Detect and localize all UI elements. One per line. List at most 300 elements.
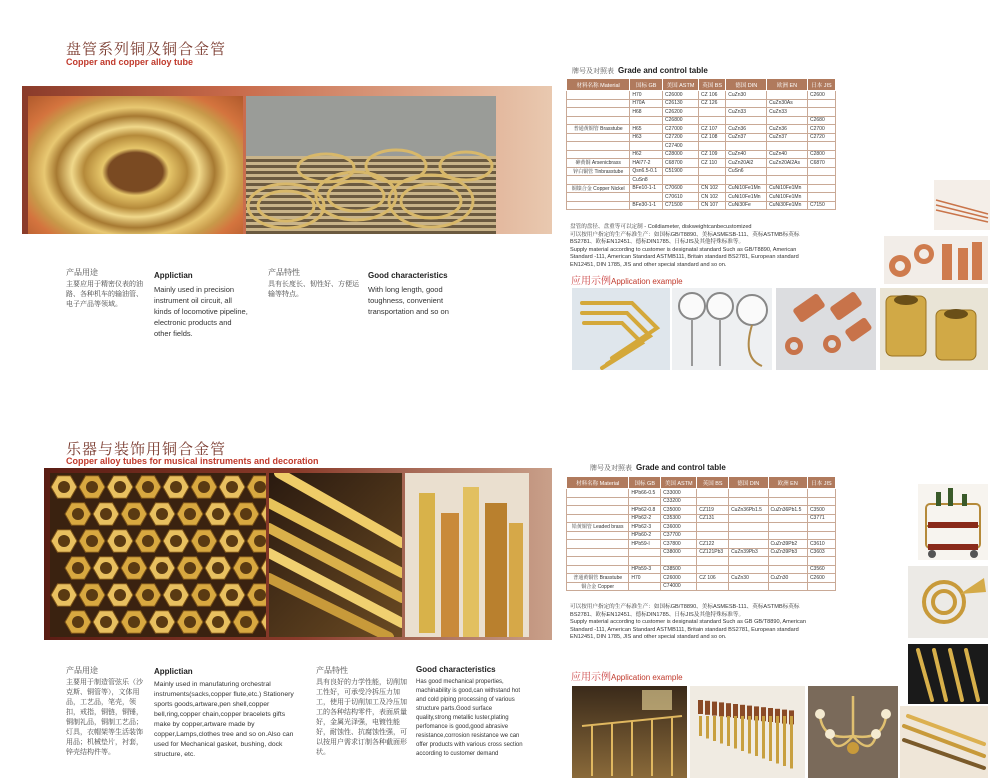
hex-tube <box>191 584 217 607</box>
french-horn-photo <box>908 566 988 638</box>
resonator-tube <box>699 716 702 736</box>
top-table-cell: H68 <box>630 108 663 117</box>
top-note-line: EN12451, DIN 1785, JIS and other special standard and so on. <box>570 261 727 268</box>
top-table-cell: CuNi10Fe1Mn <box>726 193 767 202</box>
bottom-table-row <box>567 523 836 532</box>
bottom-use-cn-label: 产品用途 <box>66 666 98 675</box>
bottom-table-cell <box>567 557 629 566</box>
top-table-header: 欧洲 EN <box>767 79 808 91</box>
top-table-cell: CZ 109 <box>699 150 726 159</box>
hex-tube <box>135 584 161 607</box>
bottom-table-cell <box>697 582 729 591</box>
top-feat-cn-label: 产品特性 <box>268 268 300 277</box>
resonator-tube <box>762 716 765 759</box>
resonator-tube <box>776 716 779 764</box>
top-table-row <box>567 91 836 100</box>
hex-tube <box>65 557 91 580</box>
hex-tube <box>191 476 217 499</box>
hex-tube <box>261 611 266 634</box>
bottom-table-row <box>567 506 836 515</box>
top-table-cell: C26200 <box>663 108 699 117</box>
top-table-cell: CuZn36 <box>767 125 808 134</box>
top-feat-cn-text: 具有长度长、韧性好、方便运输等特点。 <box>268 281 359 298</box>
brass-flutes-photo <box>900 706 988 778</box>
bottom-feat-en-label: Good characteristics <box>416 665 496 674</box>
top-table-row <box>567 201 836 210</box>
top-table-cell <box>808 176 836 185</box>
bottom-table-cell: C3560 <box>807 565 835 574</box>
bottom-table-cell <box>768 514 807 523</box>
bottom-table-cell <box>567 489 629 498</box>
top-table-cell <box>726 142 767 151</box>
top-table-cell: C2600 <box>808 91 836 100</box>
top-table-cell: C26130 <box>663 99 699 108</box>
hex-tube <box>219 476 245 499</box>
top-table-cell: CuNi10Fe1Mn <box>767 193 808 202</box>
bottom-table-cell: C38000 <box>661 548 697 557</box>
bottom-use-cn-text: 主要用于制造管弦乐（沙 克斯、铜管等），文体用 品，工艺品，笔壳，领 扣，戒指，铜链，铜锤，铜制礼品，铜制工艺品；灯具，衣帽架等生活装饰 用品；机械垫片，衬套， 锌壳结构件等。 <box>66 679 143 756</box>
bottom-table-cell <box>807 497 835 506</box>
top-table-cell <box>699 142 726 151</box>
marimba-bar <box>733 704 738 718</box>
bottom-title-cn: 乐器与装饰用铜合金管 <box>66 440 227 458</box>
bottom-use-en-label: Applictian <box>154 667 193 676</box>
top-table-header: 美国 ASTM <box>663 79 699 91</box>
brass-chandelier-photo <box>808 686 898 778</box>
top-table-cell: HAl77-2 <box>630 159 663 168</box>
resonator-tube <box>769 716 772 761</box>
bottom-table-cell: CuZn36Pb1.5 <box>768 506 807 515</box>
bottom-table-cell: CuZn39Pb2 <box>768 540 807 549</box>
bottom-table-cell <box>567 540 629 549</box>
top-table-cell: CuNi30Fe <box>726 201 767 210</box>
hex-tube <box>205 503 231 526</box>
top-note-line: 盘管的盘径、盘重等可以定制 - Coildiameter, diskweightcanbecustomized <box>570 224 752 230</box>
copper-lugs-photo <box>776 288 876 370</box>
bottom-table-cell: HPb62-3 <box>629 523 661 532</box>
top-table-cell <box>767 116 808 125</box>
brass-hex-tubes-photo <box>50 473 266 637</box>
top-table-cell: H63 <box>630 133 663 142</box>
bottom-feat-cn-label: 产品特性 <box>316 666 348 675</box>
top-app-heading <box>571 272 683 287</box>
top-table-cell <box>630 116 663 125</box>
hex-tube <box>65 503 91 526</box>
bottom-table-header: 美国 ASTM <box>661 477 697 489</box>
pressure-gauges-photo <box>672 288 772 370</box>
top-table-cell <box>567 133 630 142</box>
resonator-tube <box>748 716 751 754</box>
top-table-row <box>567 133 836 142</box>
bottom-table-cell: C33000 <box>661 489 697 498</box>
top-table-cell: CZ 106 <box>699 91 726 100</box>
top-table-cell: 砷黄铜 Arsenicbrass <box>567 159 630 168</box>
bottom-table-cell <box>629 548 661 557</box>
hex-tube <box>163 584 189 607</box>
top-note-line: BS2781、欧标EN12451、德标DIN1785、日标JIS及其他特殊标准等。 <box>570 239 745 245</box>
marimba-bar <box>712 702 717 716</box>
top-table-cell: C70600 <box>663 184 699 193</box>
bottom-table-cell <box>768 489 807 498</box>
bottom-table-cell: CuZn30 <box>729 574 768 583</box>
bottom-note-line: Standard -111, American Standard ASTMB111, Britain standard BS2781, European standard <box>570 626 799 633</box>
top-table-cell <box>567 150 630 159</box>
top-table-cell: H62 <box>630 150 663 159</box>
bottom-table-cell <box>697 557 729 566</box>
bottom-table-cell <box>729 497 768 506</box>
top-note-line: 可以按用户指定的生产标准生产：如国标GB/T8890、美标ASMESB-111、英标ASTMB标英标 <box>570 231 800 238</box>
bottom-table-row <box>567 557 836 566</box>
bottom-table-cell <box>768 582 807 591</box>
brass-round-tubes-photo <box>269 473 402 637</box>
bottom-grade-table <box>566 476 836 591</box>
bottom-table-cell <box>729 489 768 498</box>
bottom-table-cell: C2600 <box>807 574 835 583</box>
marimba-bar <box>705 701 710 715</box>
top-table-cell <box>567 176 630 185</box>
bottom-table-cell: C38500 <box>661 565 697 574</box>
bottom-table-cell: C3500 <box>807 506 835 515</box>
bottom-table-cell <box>729 514 768 523</box>
bottom-table-cell <box>567 531 629 540</box>
hex-tube <box>79 530 105 553</box>
top-table-cell: BFe10-1-1 <box>630 184 663 193</box>
hex-tube <box>107 584 133 607</box>
top-table-cell <box>567 116 630 125</box>
bottom-table-row <box>567 497 836 506</box>
top-app-en: Application example <box>611 277 683 286</box>
resonator-tube <box>790 716 793 769</box>
top-table-cell <box>567 99 630 108</box>
top-table-cell <box>630 142 663 151</box>
top-table-cell: CuZn33 <box>767 108 808 117</box>
top-app-cn: 应用示例 <box>571 276 611 287</box>
top-title-cn: 盘管系列铜及铜合金管 <box>66 40 227 58</box>
hex-tube <box>261 557 266 580</box>
top-use-cn-text: 主要应用于精密仪表的油路、各种机车的输油管、电子产品等领域。 <box>66 281 143 308</box>
bottom-table-cell <box>697 523 729 532</box>
coil-stacks <box>246 96 496 234</box>
bottom-table-cell: 普通黄铜管 Brasstube <box>567 574 629 583</box>
top-table-cell: CZ 126 <box>699 99 726 108</box>
top-table-header: 英国 BS <box>699 79 726 91</box>
bottom-table-row <box>567 565 836 574</box>
top-table-cell <box>567 91 630 100</box>
top-note-line: Standard -111, American Standard ASTMB111, Britain standard BS2781, European standard <box>570 254 799 260</box>
hex-tube <box>121 557 147 580</box>
top-table-row <box>567 167 836 176</box>
top-table-cell: CuNi10Fe1Mn <box>726 184 767 193</box>
resonator-tube <box>734 716 737 749</box>
top-table-cell: CZ 107 <box>699 125 726 134</box>
top-table-header: 材料名称 Material <box>567 79 630 91</box>
top-table-cell <box>767 176 808 185</box>
top-table-cell <box>699 167 726 176</box>
resonator-tube <box>783 716 786 766</box>
bottom-note-line: Supply material according to customer is designatal standard Such as GB GB/T8890, American <box>570 619 806 625</box>
top-table-row <box>567 142 836 151</box>
bottom-table-header: 材料名称 Material <box>567 477 629 489</box>
hex-tube <box>107 476 133 499</box>
hex-tube <box>149 611 175 634</box>
bottom-table-row <box>567 489 836 498</box>
bottom-table-header: 德国 DIN <box>729 477 768 489</box>
bottom-table-header: 日本 JIS <box>807 477 835 489</box>
bottom-table-cell <box>697 497 729 506</box>
bottom-table-cell <box>729 582 768 591</box>
bottom-table-header: 欧洲 EN <box>768 477 807 489</box>
top-table-cell: CN 102 <box>699 193 726 202</box>
marimba-bar <box>719 702 724 716</box>
bottom-table-cell <box>807 531 835 540</box>
bottom-table-cell: C33200 <box>661 497 697 506</box>
bottom-table-row <box>567 514 836 523</box>
copper-coil-photo <box>28 96 243 234</box>
top-table-cell <box>808 167 836 176</box>
brass-fittings-photo <box>880 288 988 370</box>
top-table-header: 德国 DIN <box>726 79 767 91</box>
top-table-cell <box>699 108 726 117</box>
top-table-cell <box>726 176 767 185</box>
bottom-table-header: 国标 GB <box>629 477 661 489</box>
marimba-bar <box>726 703 731 717</box>
top-table-cell: CuZn37 <box>726 133 767 142</box>
bottom-table-cell <box>807 523 835 532</box>
bottom-table-cell <box>697 531 729 540</box>
bottom-table-cell: HPb62-2 <box>629 514 661 523</box>
bottom-table-title-en: Grade and control table <box>636 463 726 472</box>
bottom-table-cell <box>629 557 661 566</box>
bottom-table-cell: C74000 <box>661 582 697 591</box>
top-table-cell: 锌白铜管 Tinbrasstube <box>567 167 630 176</box>
bottom-table-cell <box>729 523 768 532</box>
bottom-table-cell <box>807 582 835 591</box>
top-table-cell: C7150 <box>808 201 836 210</box>
top-table-header: 国标 GB <box>630 79 663 91</box>
hex-tube <box>177 611 203 634</box>
top-table-cell: C68700 <box>663 159 699 168</box>
hex-tube <box>163 476 189 499</box>
resonator-tube <box>720 716 723 744</box>
top-table-cell: BFe30-1-1 <box>630 201 663 210</box>
top-table-cell <box>663 176 699 185</box>
top-table-cell: CZ 110 <box>699 159 726 168</box>
top-table-cell: CuZn40 <box>726 150 767 159</box>
bottom-table-cell <box>567 548 629 557</box>
bottom-table-cell: HPb62-0.8 <box>629 506 661 515</box>
bottom-table-cell <box>768 557 807 566</box>
top-table-cell: C26000 <box>663 91 699 100</box>
top-table-cell: CuZn33 <box>726 108 767 117</box>
bottom-table-cell: C3603 <box>807 548 835 557</box>
top-table-cell: CuZn30 <box>726 91 767 100</box>
bottom-title-en: Copper alloy tubes for musical instruments and decoration <box>66 456 319 466</box>
top-table-cell: CuNi30Fe1Mn <box>767 201 808 210</box>
bottom-table-cell <box>697 565 729 574</box>
top-table-cell <box>808 108 836 117</box>
bottom-table-cell: HPb60-2 <box>629 531 661 540</box>
top-table-cell: CuZn20Al2 <box>726 159 767 168</box>
top-table-row <box>567 108 836 117</box>
copper-wires-photo <box>934 180 990 230</box>
top-table-title <box>572 66 708 76</box>
marimba-photo <box>690 686 805 778</box>
bottom-table-cell: CZ 106 <box>697 574 729 583</box>
hex-tube <box>135 476 161 499</box>
top-table-cell: C70610 <box>663 193 699 202</box>
bottom-table-cell: CZ121Pb3 <box>697 548 729 557</box>
hex-tube <box>65 611 91 634</box>
hex-tube <box>205 611 231 634</box>
top-table-cell: C27400 <box>663 142 699 151</box>
brass-trolley-photo <box>918 484 988 560</box>
top-table-cell <box>699 176 726 185</box>
top-table-header: 日本 JIS <box>808 79 836 91</box>
bottom-table-row <box>567 540 836 549</box>
top-title-en: Copper and copper alloy tube <box>66 57 194 67</box>
hex-tube <box>247 584 266 607</box>
top-table-cell <box>726 116 767 125</box>
bottom-note-line: BS2781、欧标EN12451、德标DIN1785、日标JIS及其他特殊标准等。 <box>570 611 745 618</box>
top-table-cell <box>567 142 630 151</box>
hex-tube <box>93 611 119 634</box>
bottom-table-cell <box>629 497 661 506</box>
hex-tube <box>149 557 175 580</box>
top-table-cell <box>808 142 836 151</box>
copper-fittings-photo <box>884 236 988 284</box>
top-table-cell: CZ 108 <box>699 133 726 142</box>
bottom-table-cell: 铜合金 Copper <box>567 582 629 591</box>
hex-tube <box>219 584 245 607</box>
top-feat-en-text: With long length, good toughness, convenient transportation and so on <box>368 285 449 316</box>
hex-tube <box>121 503 147 526</box>
top-table-cell: CN 107 <box>699 201 726 210</box>
bottom-table-cell <box>807 489 835 498</box>
bottom-table-cell <box>729 565 768 574</box>
bottom-table-cell <box>768 565 807 574</box>
top-notes <box>570 224 840 269</box>
hex-tube <box>79 476 105 499</box>
top-table-cell: C2800 <box>808 150 836 159</box>
bottom-table-cell <box>807 557 835 566</box>
bottom-table-cell: 铅黄铜管 Leaded brass <box>567 523 629 532</box>
bottom-table-cell: HPb59-3 <box>629 565 661 574</box>
top-table-cell <box>767 167 808 176</box>
bottom-table-cell: CZ122 <box>697 540 729 549</box>
top-table-cell <box>567 193 630 202</box>
bottom-table-cell: C3771 <box>807 514 835 523</box>
bottom-table-cell <box>729 557 768 566</box>
top-grade-table <box>566 78 836 210</box>
bottom-app-en: Application example <box>611 673 683 682</box>
bottom-table-cell: H70 <box>629 574 661 583</box>
hex-tube <box>177 557 203 580</box>
top-table-cell: 铜镍合金 Copper Nickel <box>567 184 630 193</box>
hex-tube <box>247 530 266 553</box>
resonator-tube <box>755 716 758 756</box>
top-table-row <box>567 116 836 125</box>
bottom-table-cell: C35300 <box>661 514 697 523</box>
bottom-table-row <box>567 548 836 557</box>
hex-tube <box>149 503 175 526</box>
top-table-cell: 普通黄铜管 Brasstube <box>567 125 630 134</box>
hex-tube <box>135 530 161 553</box>
hex-tube <box>191 530 217 553</box>
top-table-cell: C2700 <box>808 125 836 134</box>
bottom-table-cell: C35000 <box>661 506 697 515</box>
top-feat-en-label: Good characteristics <box>368 271 448 280</box>
top-table-cell: CN 102 <box>699 184 726 193</box>
top-table-cell: C28000 <box>663 150 699 159</box>
top-table-cell: C51900 <box>663 167 699 176</box>
hex-tube <box>205 557 231 580</box>
bottom-grade-table-wrap <box>566 476 836 591</box>
hex-tube <box>233 503 259 526</box>
top-table-cell <box>699 116 726 125</box>
bottom-app-cn: 应用示例 <box>571 672 611 683</box>
bottom-table-cell <box>567 506 629 515</box>
top-table-cell: CuZn40 <box>767 150 808 159</box>
top-table-cell: CuNi10Fe1Mn <box>767 184 808 193</box>
top-table-cell <box>567 108 630 117</box>
top-table-cell: CuZn30As <box>767 99 808 108</box>
hex-tube <box>51 476 77 499</box>
top-table-row <box>567 184 836 193</box>
hex-tube <box>163 530 189 553</box>
bottom-table-row <box>567 531 836 540</box>
bottom-table-row <box>567 574 836 583</box>
top-table-cell: C27000 <box>663 125 699 134</box>
bottom-use-en-text: Mainly used in manufaturing orchestral instruments(sacks,copper flute,etc.) Stationery sports goods,artware,pen shell,copper bell,ring,copper chain,copper bracelets gifts make by copper,artware made by copper,Lamps,clothes tree and so on.Also can used for Mechanical gasket, bushing, dock structure, etc. <box>154 681 294 758</box>
bottom-table-cell: CuZn39Pb3 <box>729 548 768 557</box>
bottom-table-cell: C36000 <box>661 523 697 532</box>
bottom-table-row <box>567 582 836 591</box>
top-table-cell: CuSn6 <box>726 167 767 176</box>
top-table-title-en: Grade and control table <box>618 66 708 75</box>
bottom-table-cell: C26000 <box>661 574 697 583</box>
top-table-cell: CuZn20Al2As <box>767 159 808 168</box>
top-table-cell: C2680 <box>808 116 836 125</box>
bottom-note-line: EN12451, DIN 1785, JIS and other special standard and so on. <box>570 634 727 640</box>
bottom-notes <box>570 604 840 642</box>
bottom-table-cell: CuZn39Pb3 <box>768 548 807 557</box>
top-table-cell: H65 <box>630 125 663 134</box>
top-table-row <box>567 159 836 168</box>
bottom-table-cell <box>629 582 661 591</box>
bottom-table-cell <box>567 497 629 506</box>
bottom-table-cell <box>729 531 768 540</box>
top-grade-table-wrap <box>566 78 836 210</box>
brass-profile-tubes-photo <box>405 473 529 637</box>
bottom-feat-cn-text: 具有良好的力学性能，切削加工性好，可承受冷拆压力加工，使用于切削加工及冷压加工的各种结构零件，表面质量好，金属光泽强，电镀性能好，耐蚀性、抗腐蚀性强，可以按用户需求订制各种截面形状。 <box>316 679 407 756</box>
bottom-table-cell <box>567 565 629 574</box>
resonator-tube <box>727 716 730 746</box>
resonator-tube <box>713 716 716 741</box>
warehouse-coils-photo <box>246 96 496 234</box>
bottom-note-line: 可以按用户指定的生产标准生产：如国标GB/T8890、美标ASMESB-111、英标ASTMB标英标 <box>570 604 800 610</box>
hex-tube <box>247 476 266 499</box>
marimba-bar <box>698 700 703 714</box>
top-table-cell <box>726 99 767 108</box>
hex-tube <box>177 503 203 526</box>
top-table-cell: C26800 <box>663 116 699 125</box>
hex-tube <box>261 503 266 526</box>
resonator-tube <box>706 716 709 739</box>
bottom-table-cell <box>661 557 697 566</box>
bottom-table-title-cn: 牌号及对照表 <box>590 465 632 472</box>
top-table-cell: H70 <box>630 91 663 100</box>
top-table-cell: CuZn36 <box>726 125 767 134</box>
